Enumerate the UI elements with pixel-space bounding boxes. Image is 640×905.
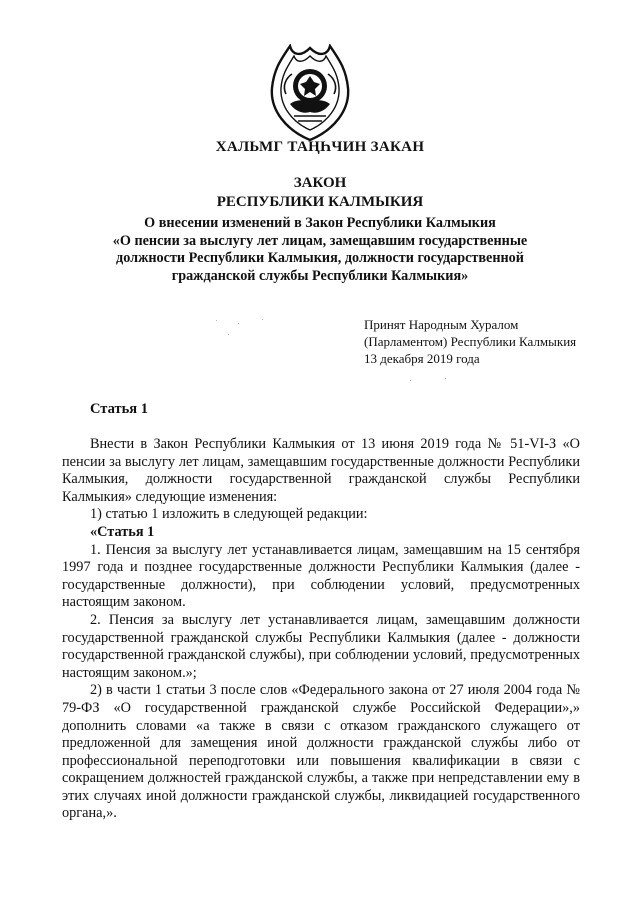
scan-speck xyxy=(410,380,411,381)
article-paragraph: 2) в части 1 статьи 3 после слов «Федерального закона от 27 июля 2004 года № 79-ФЗ «О государственной гражданской службе Российской Федерации»,» дополнить словами «а также в связи с отказом гражданского служащего от предложенной для замещения иной должности гражданской службы либо от профессиональной переподготовки или повышения квалификации в связи с сокращением должностей гражданской службы, а также при непредставлении ему в этих случаях иной должности гражданской службы, ликвидацией государственного органа,». xyxy=(62,682,580,822)
kalmykia-emblem-icon xyxy=(268,44,352,144)
adoption-date: 13 декабря 2019 года xyxy=(364,351,480,366)
subject-line: «О пенсии за выслугу лет лицам, замещавшим государственные xyxy=(112,232,528,249)
subject-line: должности Республики Калмыкия, должности государственной xyxy=(116,250,524,266)
quoted-article-heading: «Статья 1 xyxy=(90,523,155,540)
article-paragraph: 2. Пенсия за выслугу лет устанавливается лицам, замещавшим должности государственной гражданской службы Республики Калмыкия (далее - должности государственной гражданской службы), при соблюдении условий, предусмотренных настоящим законом.»; xyxy=(62,611,580,681)
article-body xyxy=(62,436,580,823)
scan-speck xyxy=(228,334,229,335)
article-heading: Статья 1 xyxy=(90,401,148,417)
law-title-block xyxy=(0,174,640,212)
law-title-kalmyk: ХАЛЬМГ ТАҢҺЧИН ЗАКАН xyxy=(215,139,425,155)
article-paragraph: 1. Пенсия за выслугу лет устанавливается лицам, замещавшим на 15 сентября 1997 года и позднее государственные должности Республики Калмыкия (далее - государственные должности), при соблюдении условий, предусмотренных настоящим законом. xyxy=(62,541,580,611)
subject-line: О внесении изменений в Закон Республики Калмыкия xyxy=(144,215,496,231)
republic-label: РЕСПУБЛИКИ КАЛМЫКИЯ xyxy=(216,194,424,210)
law-subject xyxy=(0,215,640,285)
scan-speck xyxy=(216,320,217,321)
article-paragraph: 1) статью 1 изложить в следующей редакции: xyxy=(90,506,368,523)
article-paragraph: Внести в Закон Республики Калмыкия от 13 июня 2019 года № 51-VI-З «О пенсии за выслугу лет лицам, замещавшим государственные должности Республики Калмыкия, должности государственной гражданской службы Республики Калмыкия» следующие изменения: xyxy=(62,436,580,505)
scan-speck xyxy=(445,378,446,379)
adoption-note xyxy=(364,316,576,367)
scan-speck xyxy=(262,319,263,320)
scan-speck xyxy=(238,323,239,324)
adoption-line: Принят Народным Хуралом xyxy=(364,317,519,332)
law-label: ЗАКОН xyxy=(293,175,347,191)
adoption-line: (Парламентом) Республики Калмыкия xyxy=(364,334,577,349)
subject-line: гражданской службы Республики Калмыкия» xyxy=(171,267,469,284)
